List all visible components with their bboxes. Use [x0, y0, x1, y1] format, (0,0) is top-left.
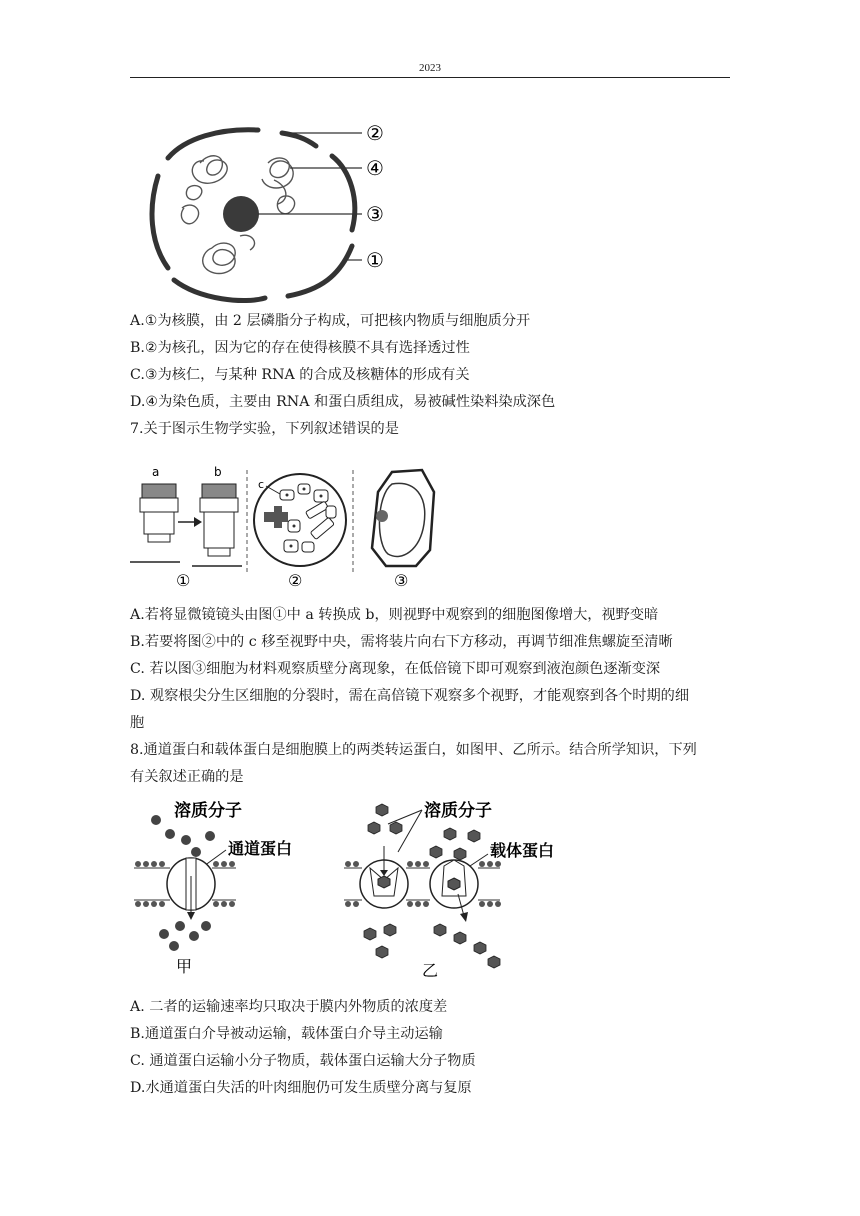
- q8-option-c: C. 通道蛋白运输小分子物质，载体蛋白运输大分子物质: [130, 1053, 476, 1069]
- nuclear-envelope-segment: [282, 133, 316, 146]
- objective-lens-b: [202, 484, 236, 498]
- q8-option-b: B.通道蛋白介导被动运输，载体蛋白介导主动运输: [130, 1026, 443, 1042]
- nuclear-envelope-segment: [152, 176, 168, 268]
- nuclear-envelope-segment: [174, 280, 265, 301]
- label-1: ①: [366, 248, 384, 272]
- nucleus-dot: [286, 494, 289, 497]
- header-rule: [130, 77, 730, 78]
- q7-option-d: D. 观察根尖分生区细胞的分裂时，需在高倍镜下观察多个视野，才能观察到各个时期的细: [130, 688, 690, 704]
- solute-molecule: [201, 921, 211, 931]
- nucleus-dot: [320, 495, 323, 498]
- transport-arrow: [460, 912, 468, 922]
- chromatin: [262, 158, 295, 214]
- solute-molecule: [364, 928, 376, 940]
- label-2: ②: [366, 121, 384, 145]
- nucleus-dot: [293, 525, 296, 528]
- label-3: ③: [366, 202, 384, 226]
- objective-lens-b: [204, 512, 234, 548]
- objective-lens-b: [200, 498, 238, 512]
- nucleus-dot: [290, 545, 293, 548]
- transport-arrow: [187, 912, 195, 920]
- cell: [326, 506, 336, 518]
- right-caption: 乙: [422, 961, 439, 980]
- solute-molecule: [488, 956, 500, 968]
- panel-label-1: ①: [176, 571, 191, 590]
- switch-arrow: [194, 517, 202, 527]
- q7-option-c: C. 若以图③细胞为材料观察质壁分离现象，在低倍镜下即可观察到液泡颜色逐渐变深: [130, 661, 661, 677]
- solute-molecule: [376, 946, 388, 958]
- cell-c-label: c: [258, 478, 265, 491]
- solute-pointer: [388, 810, 422, 824]
- q7-option-b: B.若要将图②中的 c 移至视野中央，需将装片向右下方移动，再调节细准焦螺旋至清晰: [130, 634, 673, 650]
- objective-lens-a: [144, 512, 174, 534]
- transport-protein-figure: [130, 796, 555, 982]
- solute-molecule: [189, 931, 199, 941]
- cell: [302, 542, 314, 552]
- q6-option-a: A.①为核膜，由 2 层磷脂分子构成，可把核内物质与细胞质分开: [130, 313, 531, 329]
- q8-stem-line2: 有关叙述正确的是: [130, 769, 244, 785]
- panel-label-2: ②: [288, 571, 303, 590]
- solute-molecule: [165, 829, 175, 839]
- plant-cell-nucleus: [376, 510, 388, 522]
- q8-stem-line1: 8.通道蛋白和载体蛋白是细胞膜上的两类转运蛋白，如图甲、乙所示。结合所学知识，下列: [130, 742, 697, 758]
- left-solute-label: 溶质分子: [174, 801, 242, 821]
- solute-molecule: [376, 804, 388, 816]
- objective-lens-a: [142, 484, 176, 498]
- solute-molecule: [434, 924, 446, 936]
- q6-option-d: D.④为染色质，主要由 RNA 和蛋白质组成，易被碱性染料染成深色: [130, 394, 556, 410]
- nuclear-envelope-segment: [332, 156, 355, 230]
- right-protein-label: 载体蛋白: [490, 841, 555, 860]
- objective-lens-b: [208, 548, 230, 556]
- solute-molecule: [159, 929, 169, 939]
- solute-molecule: [191, 847, 201, 857]
- solute-molecule: [454, 932, 466, 944]
- q6-option-b: B.②为核孔，因为它的存在使得核膜不具有选择透过性: [130, 340, 470, 356]
- q6-option-c: C.③为核仁，与某种 RNA 的合成及核糖体的形成有关: [130, 367, 470, 383]
- nuclear-envelope-segment: [288, 246, 352, 296]
- right-solute-label: 溶质分子: [424, 801, 492, 821]
- objective-lens-a: [148, 534, 170, 542]
- q7-option-a: A.若将显微镜镜头由图①中 a 转换成 b，则视野中观察到的细胞图像增大，视野变暗: [130, 607, 659, 623]
- microscope-figure: [130, 462, 450, 592]
- bound-solute: [448, 878, 460, 890]
- left-protein-label: 通道蛋白: [228, 839, 293, 858]
- chromatin: [181, 156, 227, 224]
- solute-molecule: [468, 830, 480, 842]
- nucleus-figure: [140, 118, 400, 308]
- panel-label-3: ③: [394, 571, 409, 590]
- solute-molecule: [175, 921, 185, 931]
- protein-pointer: [470, 854, 488, 866]
- q7-option-d-cont: 胞: [130, 715, 145, 731]
- solute-molecule: [444, 828, 456, 840]
- solute-molecule: [454, 848, 466, 860]
- lens-a-label: a: [152, 465, 160, 479]
- solute-molecule: [390, 822, 402, 834]
- nuclear-envelope-segment: [168, 130, 258, 158]
- label-4: ④: [366, 156, 384, 180]
- nucleolus: [223, 196, 259, 232]
- solute-molecule: [368, 822, 380, 834]
- nucleus-dot: [303, 488, 306, 491]
- solute-molecule: [151, 815, 161, 825]
- q8-option-d: D.水通道蛋白失活的叶肉细胞仍可发生质壁分离与复原: [130, 1080, 472, 1096]
- solute-molecule: [181, 835, 191, 845]
- solute-molecule: [169, 941, 179, 951]
- solute-molecule: [205, 831, 215, 841]
- page-header-year: 2023: [419, 62, 441, 74]
- q8-option-a: A. 二者的运输速率均只取决于膜内外物质的浓度差: [130, 999, 448, 1015]
- q7-stem: 7.关于图示生物学实验，下列叙述错误的是: [130, 421, 399, 437]
- bound-solute: [378, 876, 390, 888]
- solute-molecule: [384, 924, 396, 936]
- left-caption: 甲: [176, 957, 193, 976]
- objective-lens-a: [140, 498, 178, 512]
- chromatin: [203, 235, 255, 273]
- solute-molecule: [474, 942, 486, 954]
- lens-b-label: b: [214, 465, 222, 479]
- solute-molecule: [430, 846, 442, 858]
